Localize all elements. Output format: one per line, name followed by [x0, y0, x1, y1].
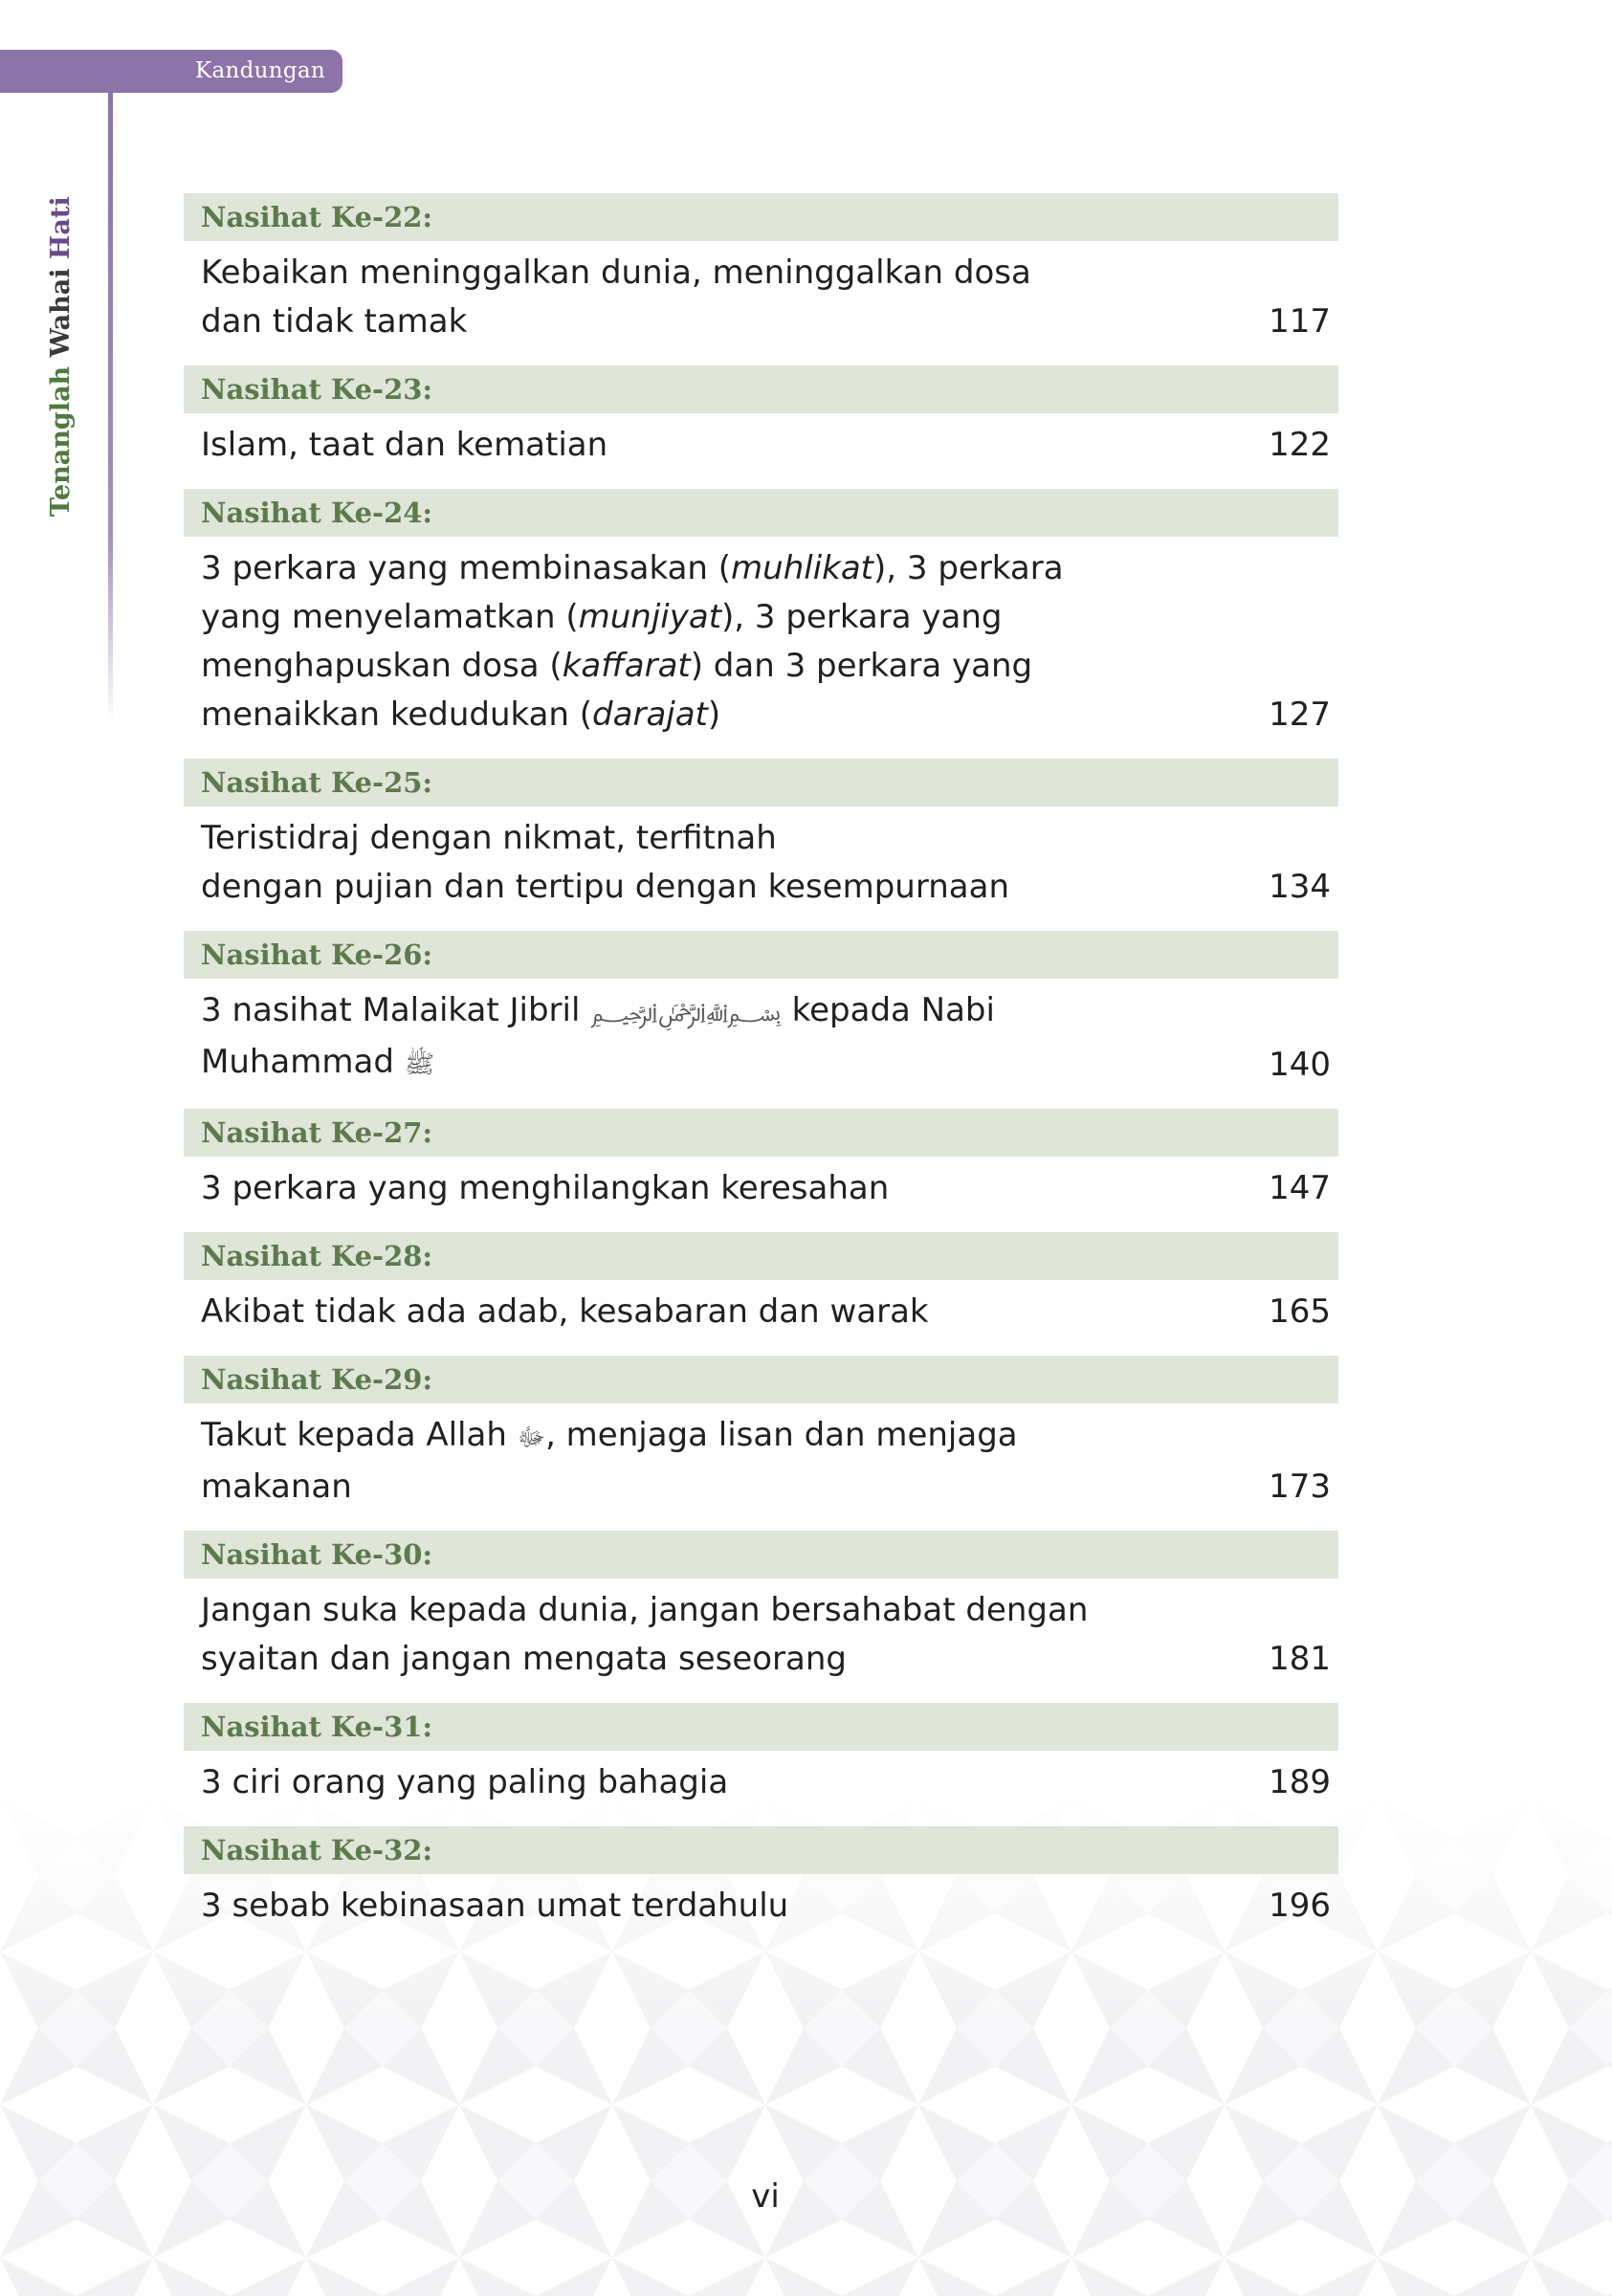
entry-title: [184, 537, 1338, 740]
entry-page-number: 134: [1269, 868, 1331, 906]
entry-title-line: 3 sebab kebinasaan umat terdahulu: [201, 1887, 789, 1925]
honorific-glyph-icon: ﷽: [590, 999, 782, 1027]
entry-title: [184, 1874, 1338, 1931]
entry-label: Nasihat Ke-25:: [184, 759, 1338, 806]
entry-title-line: dan tidak tamak: [201, 302, 468, 341]
book-title-word1: Tenanglah: [46, 365, 76, 517]
entry-title: [184, 241, 1338, 346]
entry-title: [184, 1280, 1338, 1336]
entry-title-line: menaikkan kedudukan (darajat): [201, 695, 721, 734]
entry-label: Nasihat Ke-28:: [184, 1232, 1338, 1280]
entry-title-line: Kebaikan meninggalkan dunia, meninggalkan dosa: [201, 254, 1031, 292]
entry-label: Nasihat Ke-30:: [184, 1531, 1338, 1578]
entry-title-line: syaitan dan jangan mengata seseorang: [201, 1640, 848, 1678]
entry-page-number: 165: [1269, 1292, 1331, 1331]
entry-page-number: 181: [1269, 1640, 1331, 1678]
entry-page-number: 147: [1269, 1169, 1331, 1207]
entry-label: Nasihat Ke-31:: [184, 1703, 1338, 1751]
entry-title-line: 3 perkara yang menghilangkan keresahan: [201, 1169, 890, 1207]
book-title-word3: Hati: [46, 196, 76, 260]
toc-entry: [184, 1703, 1338, 1807]
entry-title-line: Jangan suka kepada dunia, jangan bersahabat dengan: [201, 1591, 1089, 1629]
entry-title: [184, 1751, 1338, 1807]
entry-label: Nasihat Ke-26:: [184, 931, 1338, 979]
entry-title: [184, 413, 1338, 470]
table-of-contents: [184, 193, 1338, 1950]
entry-title-line: menghapuskan dosa (kaffarat) dan 3 perkara yang: [201, 647, 1033, 685]
toc-entry: [184, 931, 1338, 1090]
entry-label: Nasihat Ke-27:: [184, 1109, 1338, 1157]
toc-entry: [184, 1232, 1338, 1336]
entry-title: [184, 1578, 1338, 1684]
section-label: Kandungan: [194, 58, 325, 83]
entry-title-line: dengan pujian dan tertipu dengan kesempurnaan: [201, 868, 1010, 906]
toc-entry: [184, 1531, 1338, 1684]
entry-title: [184, 1403, 1338, 1512]
entry-page-number: 127: [1269, 695, 1331, 734]
entry-page-number: 140: [1269, 1046, 1331, 1084]
entry-title-line: Akibat tidak ada adab, kesabaran dan warak: [201, 1292, 929, 1331]
entry-label: Nasihat Ke-22:: [184, 193, 1338, 241]
entry-page-number: 196: [1269, 1887, 1331, 1925]
entry-label: Nasihat Ke-32:: [184, 1826, 1338, 1874]
entry-label: Nasihat Ke-24:: [184, 489, 1338, 537]
toc-entry: [184, 1109, 1338, 1213]
entry-title-line: 3 ciri orang yang paling bahagia: [201, 1763, 729, 1801]
honorific-glyph-icon: ﷻ: [517, 1424, 546, 1452]
entry-page-number: 122: [1269, 426, 1331, 464]
entry-title-line: Takut kepada Allah ﷻ, menjaga lisan dan menjaga makanan: [201, 1416, 1018, 1506]
toc-entry: [184, 489, 1338, 740]
entry-title-line: 3 nasihat Malaikat Jibril ﷽ kepada Nabi Muhammad ﷺ: [201, 991, 995, 1081]
toc-entry: [184, 1826, 1338, 1931]
toc-entry: [184, 759, 1338, 912]
page-number: vi: [751, 2177, 780, 2216]
entry-page-number: 189: [1269, 1763, 1331, 1801]
section-tab: [0, 50, 342, 93]
entry-page-number: 173: [1269, 1468, 1331, 1506]
book-title-vertical: [46, 196, 76, 517]
entry-page-number: 117: [1269, 302, 1331, 341]
entry-title: [184, 1157, 1338, 1213]
toc-entry: [184, 365, 1338, 470]
toc-entry: [184, 1356, 1338, 1512]
entry-label: Nasihat Ke-23:: [184, 365, 1338, 413]
entry-title: [184, 806, 1338, 912]
toc-entry: [184, 193, 1338, 346]
honorific-glyph-icon: ﷺ: [404, 1050, 435, 1079]
entry-title-line: Teristidraj dengan nikmat, terfitnah: [201, 819, 777, 857]
entry-title-line: Islam, taat dan kematian: [201, 426, 608, 464]
entry-label: Nasihat Ke-29:: [184, 1356, 1338, 1403]
entry-title-line: yang menyelamatkan (munjiyat), 3 perkara yang: [201, 598, 1003, 636]
book-title-word2: Wahai: [46, 268, 76, 358]
entry-title-line: 3 perkara yang membinasakan (muhlikat), 3 perkara: [201, 549, 1064, 587]
side-rule: [108, 93, 113, 724]
entry-title: [184, 979, 1338, 1090]
